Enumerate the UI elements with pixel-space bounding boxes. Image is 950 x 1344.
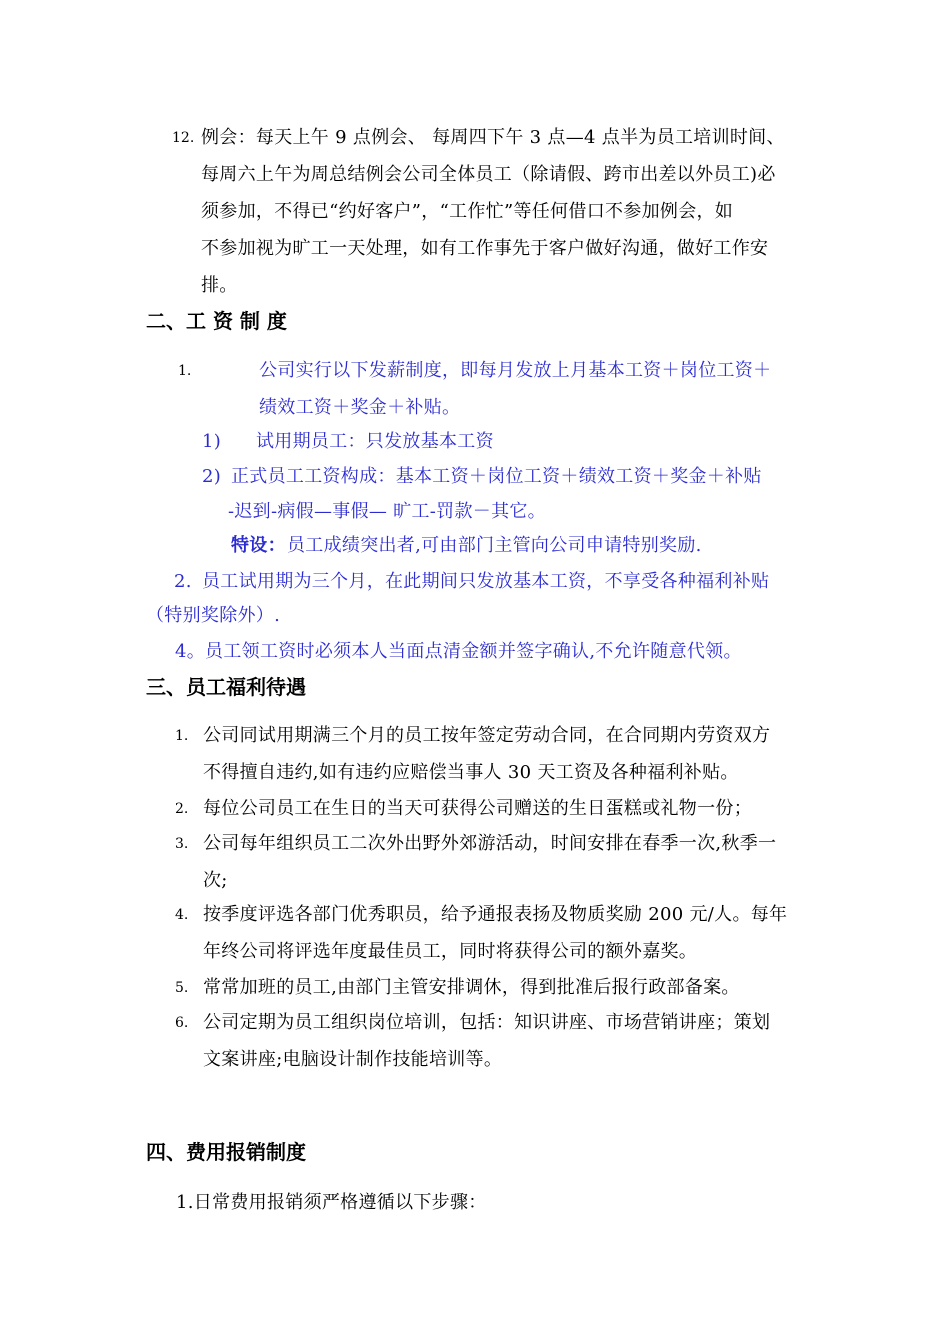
paragraph-line: 员工试用期为三个月，在此期间只发放基本工资，不享受各种福利补贴 [202,571,770,592]
paragraph-line: 每位公司员工在生日的当天可获得公司赠送的生日蛋糕或礼物一份； [203,798,752,819]
list-number: 5. [175,980,189,996]
paragraph-line: 须参加，不得已“约好客户”，“工作忙”等任何借口不参加例会，如 [201,201,734,222]
paragraph-line: 正式员工工资构成：基本工资＋岗位工资＋绩效工资＋奖金＋补贴 [231,466,762,487]
paragraph-line: 1.日常费用报销须严格遵循以下步骤： [176,1192,487,1213]
list-number: 3. [175,836,189,852]
paragraph-line: 公司每年组织员工二次外出野外郊游活动，时间安排在春季一次,秋季一 [203,833,777,854]
list-number: 4. [175,907,189,923]
paragraph-line: （特别奖除外）. [146,605,281,626]
list-number: 6. [175,1015,189,1031]
paragraph-line: 不得擅自违约,如有违约应赔偿当事人 30 天工资及各种福利补贴。 [203,762,739,783]
paragraph-line: 文案讲座;电脑设计制作技能培训等。 [203,1049,503,1070]
list-number: 2. [175,801,189,817]
section-heading-benefits: 三、员工福利待遇 [146,675,306,699]
list-number: 2. [174,571,192,592]
paragraph-line: 排。 [201,275,238,296]
paragraph-line: 公司同试用期满三个月的员工按年签定劳动合同，在合同期内劳资双方 [203,725,771,746]
paragraph-line: 年终公司将评选年度最佳员工，同时将获得公司的额外嘉奖。 [203,941,698,962]
sub-list-number: 2) [202,466,222,487]
paragraph-line: 公司定期为员工组织岗位培训，包括：知识讲座、市场营销讲座；策划 [203,1012,771,1033]
paragraph-line: 每周六上午为周总结例会公司全体员工（除请假、跨市出差以外员工)必 [201,164,776,185]
paragraph-line: 绩效工资＋奖金＋补贴。 [259,397,461,418]
sub-list-number: 1) [202,431,222,452]
section-heading-reimbursement: 四、费用报销制度 [146,1140,306,1164]
paragraph-line: 次; [203,870,228,891]
paragraph-line: 常常加班的员工,由部门主管安排调休，得到批准后报行政部备案。 [203,977,740,998]
paragraph-line: 例会：每天上午 9 点例会、 每周四下午 3 点—4 点半为员工培训时间、 [201,127,785,148]
paragraph-line: 公司实行以下发薪制度，即每月发放上月基本工资＋岗位工资＋ [259,360,772,381]
paragraph-line: -迟到-病假—事假— 旷工-罚款－其它。 [228,501,546,522]
special-label: 特设： [231,535,286,556]
list-number: 1. [175,728,189,744]
paragraph-line: 员工成绩突出者,可由部门主管向公司申请特别奖励. [287,535,702,556]
paragraph-line: 按季度评选各部门优秀职员，给予通报表扬及物质奖励 200 元/人。每年 [203,904,788,925]
paragraph-line: 不参加视为旷工一天处理，如有工作事先于客户做好沟通，做好工作安 [201,238,769,259]
list-number: 1. [178,363,192,379]
paragraph-line: 试用期员工：只发放基本工资 [256,431,494,452]
paragraph-line: 4。员工领工资时必须本人当面点清金额并签字确认,不允许随意代领。 [175,641,742,662]
section-heading-salary: 二、工 资 制 度 [146,309,287,333]
list-number: 12. [172,130,195,146]
